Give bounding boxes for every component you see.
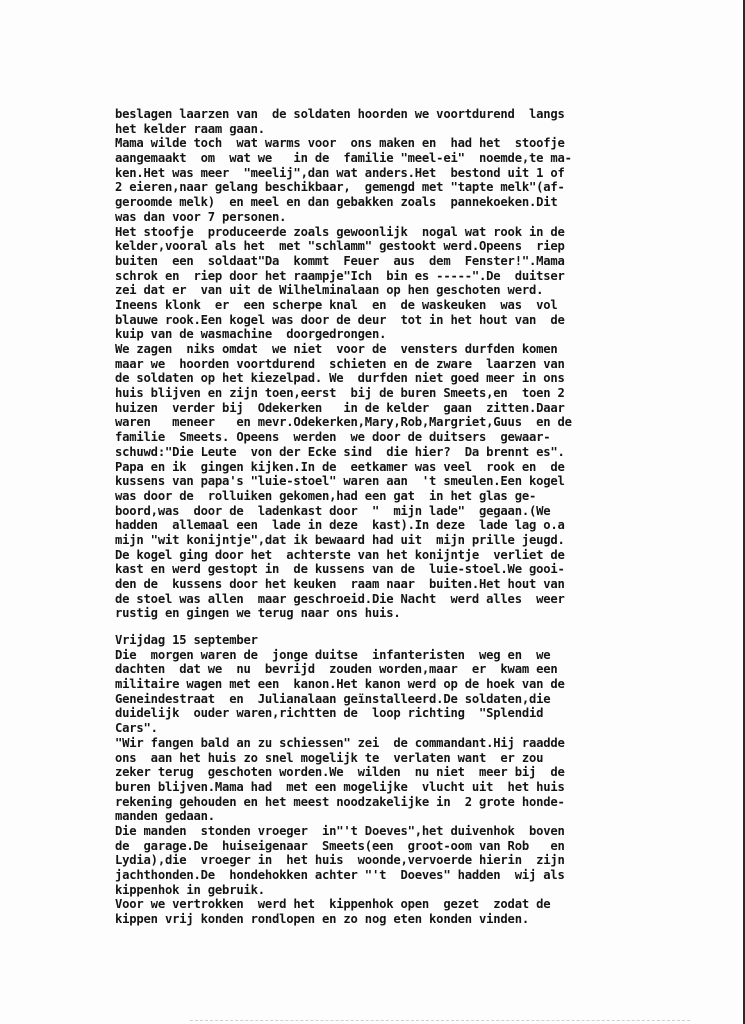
text-line: duidelijk ouder waren,richtten de loop richting "Splendid [115,706,544,721]
text-line: was door de rolluiken gekomen,had een gat in het glas ge- [115,488,537,503]
text-line: de stoel was allen maar geschroeid.Die Nacht werd alles weer [115,591,565,606]
text-line: De kogel ging door het achterste van het konijntje verliet de [115,547,565,562]
text-line: Het stoofje produceerde zoals gewoonlijk nogal wat rook in de [115,224,565,239]
text-line: kast en werd gestopt in de kussens van de luie-stoel.We gooi- [115,562,565,577]
text-line: Mama wilde toch wat warms voor ons maken en had het stoofje [115,136,565,151]
paragraph-body-1 [115,107,572,621]
text-line: Lydia),die vroeger in het huis woonde,vervoerde hierin zijn [115,853,565,868]
text-line: geroomde melk) en meel en dan gebakken zoals pannekoeken.Dit [115,195,558,210]
text-line: boord,was door de ladenkast door " mijn lade" gegaan.(We [115,503,551,518]
text-line: buiten een soldaat"Da kommt Feuer aus dem Fenster!".Mama [115,253,565,268]
text-line: Ineens klonk er een scherpe knal en de waskeuken was vol [115,297,558,312]
text-line: dachten dat we nu bevrijd zouden worden,maar er kwam een [115,662,558,677]
text-line: manden gedaan. [115,809,215,824]
text-line: militaire wagen met een kanon.Het kanon werd op de hoek van de [115,677,565,692]
text-line: ken.Het was meer "meelij",dan wat anders.Het bestond uit 1 of [115,165,565,180]
text-line: Voor we vertrokken werd het kippenhok open gezet zodat de [115,897,551,912]
text-line: huis blijven en zijn toen,eerst bij de buren Smeets,en toen 2 [115,386,565,401]
text-line: jachthonden.De hondehokken achter "'t Doeves" hadden wij als [115,868,565,882]
text-line: "Wir fangen bald an zu schiessen" zei de commandant.Hij raadde [115,735,565,750]
text-line: Geneindestraat en Julianalaan geïnstalleerd.De soldaten,die [115,691,551,706]
text-line: Die morgen waren de jonge duitse infanteristen weg en we [115,647,551,662]
text-line: het kelder raam gaan. [115,121,265,136]
date-heading: Vrijdag 15 september [115,633,258,647]
text-line: buren blijven.Mama had met een mogelijke vlucht uit het huis [115,779,565,794]
text-line: kussens van papa's "luie-stoel" waren aan 't smeulen.Een kogel [115,474,565,489]
text-line: de soldaten op het kiezelpad. We durfden niet goed meer in ons [115,371,565,386]
text-line: kuip van de wasmachine doorgedrongen. [115,327,387,342]
text-line: mijn "wit konijntje",dat ik bewaard had uit mijn prille jeugd. [115,532,565,547]
text-line: ons aan het huis zo snel mogelijk te verlaten want er zou [115,750,544,765]
text-line: zeker terug geschoten worden.We wilden nu niet meer bij de [115,765,565,780]
text-line: maar we hoorden voortdurend schieten en de zware laarzen van [115,356,565,371]
scan-bottom-artifact [190,1020,690,1022]
text-line: 2 eieren,naar gelang beschikbaar, gemengd met "tapte melk"(af- [115,180,565,195]
text-line: kippen vrij konden rondlopen en zo nog eten konden vinden. [115,912,529,927]
paragraph-body-2 [115,633,565,927]
text-line: blauwe rook.Een kogel was door de deur tot in het hout van de [115,312,565,327]
text-line: schrok en riep door het raampje"Ich bin es -----".De duitser [115,268,565,283]
text-line: waren meneer en mevr.Odekerken,Mary,Rob,Margriet,Guus en de [115,415,572,430]
text-line: Papa en ik gingen kijken.In de eetkamer was veel rook en de [115,459,565,474]
text-line: kelder,vooral als het met "schlamm" gestookt werd.Opeens riep [115,239,565,254]
text-line: huizen verder bij Odekerken in de kelder gaan zitten.Daar [115,400,565,415]
text-line: rustig en gingen we terug naar ons huis. [115,606,401,621]
text-line: zei dat er van uit de Wilhelminalaan op hen geschoten werd. [115,283,544,298]
text-line: den de kussens door het keuken raam naar buiten.Het hout van [115,577,565,591]
text-line: Die manden stonden vroeger in"'t Doeves",het duivenhok boven [115,823,565,838]
text-line: was dan voor 7 personen. [115,209,287,224]
text-line: aangemaakt om wat we in de familie "meel-ei" noemde,te ma- [115,151,572,166]
text-line: kippenhok in gebruik. [115,882,265,897]
text-line: de garage.De huiseigenaar Smeets(een groot-oom van Rob en [115,838,565,853]
text-line: rekening gehouden en het meest noodzakelijke in 2 grote honde- [115,794,565,809]
text-line: Cars". [115,721,158,736]
text-line: We zagen niks omdat we niet voor de vensters durfden komen [115,342,558,356]
text-line: familie Smeets. Opeens werden we door de duitsers gewaar- [115,430,551,445]
text-line: schuwd:"Die Leute von der Ecke sind die hier? Da brennt es". [115,444,565,459]
text-line: beslagen laarzen van de soldaten hoorden we voortdurend langs [115,107,565,121]
text-line: hadden allemaal een lade in deze kast).In deze lade lag o.a [115,518,565,533]
